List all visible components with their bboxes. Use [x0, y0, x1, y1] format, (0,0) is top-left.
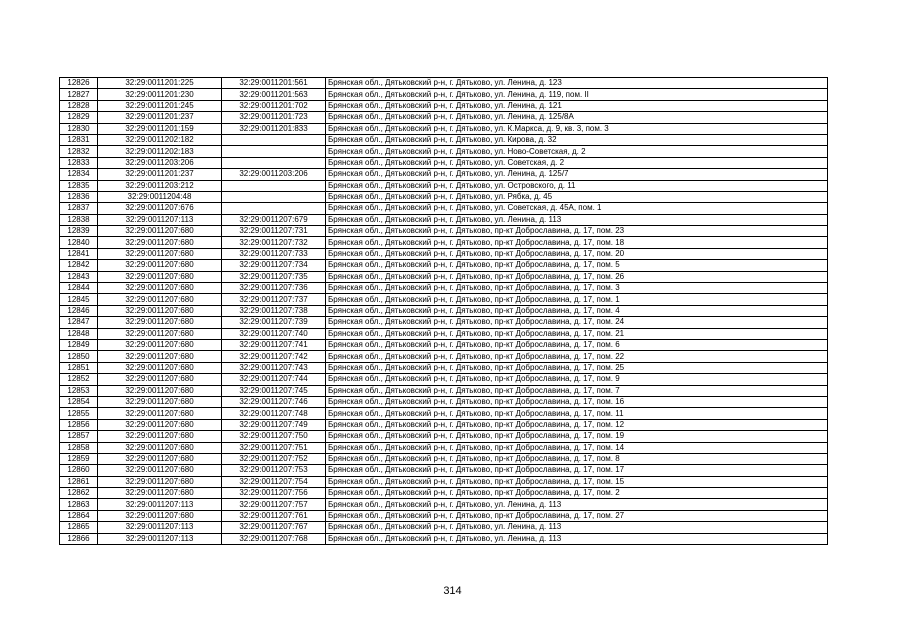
parent-cadastral-number-cell: 32:29:0011207:680	[98, 453, 222, 464]
row-number-cell: 12859	[60, 453, 98, 464]
cadastral-number-cell: 32:29:0011207:744	[222, 374, 326, 385]
table-row	[60, 78, 828, 89]
row-number-cell: 12842	[60, 260, 98, 271]
parent-cadastral-number-cell: 32:29:0011207:680	[98, 465, 222, 476]
parent-cadastral-number-cell: 32:29:0011207:680	[98, 351, 222, 362]
cadastral-number-cell: 32:29:0011207:739	[222, 317, 326, 328]
table-row	[60, 510, 828, 521]
table-row	[60, 431, 828, 442]
cadastral-number-cell: 32:29:0011207:751	[222, 442, 326, 453]
cadastral-number-cell: 32:29:0011207:735	[222, 271, 326, 282]
table-row	[60, 488, 828, 499]
address-cell: Брянская обл., Дятьковский р-н, г. Дятьково, пр-кт Доброславина, д. 17, пом. 9	[326, 374, 828, 385]
table-row	[60, 169, 828, 180]
address-cell: Брянская обл., Дятьковский р-н, г. Дятьково, ул. Ленина, д. 125/8А	[326, 112, 828, 123]
parent-cadastral-number-cell: 32:29:0011207:680	[98, 328, 222, 339]
cadastral-number-cell: 32:29:0011201:723	[222, 112, 326, 123]
row-number-cell: 12841	[60, 248, 98, 259]
cadastral-number-cell	[222, 146, 326, 157]
row-number-cell: 12861	[60, 476, 98, 487]
table-row	[60, 214, 828, 225]
cadastral-number-cell: 32:29:0011207:753	[222, 465, 326, 476]
address-cell: Брянская обл., Дятьковский р-н, г. Дятьково, пр-кт Доброславина, д. 17, пом. 11	[326, 408, 828, 419]
table-row	[60, 146, 828, 157]
address-cell: Брянская обл., Дятьковский р-н, г. Дятьково, пр-кт Доброславина, д. 17, пом. 1	[326, 294, 828, 305]
address-cell: Брянская обл., Дятьковский р-н, г. Дятьково, пр-кт Доброславина, д. 17, пом. 4	[326, 305, 828, 316]
address-cell: Брянская обл., Дятьковский р-н, г. Дятьково, пр-кт Доброславина, д. 17, пом. 14	[326, 442, 828, 453]
parent-cadastral-number-cell: 32:29:0011204:48	[98, 191, 222, 202]
parent-cadastral-number-cell: 32:29:0011207:680	[98, 237, 222, 248]
address-cell: Брянская обл., Дятьковский р-н, г. Дятьково, пр-кт Доброславина, д. 17, пом. 2	[326, 488, 828, 499]
cadastral-number-cell: 32:29:0011207:761	[222, 510, 326, 521]
row-number-cell: 12862	[60, 488, 98, 499]
parent-cadastral-number-cell: 32:29:0011201:225	[98, 78, 222, 89]
cadastral-number-cell	[222, 157, 326, 168]
table-row	[60, 191, 828, 202]
parent-cadastral-number-cell: 32:29:0011202:182	[98, 134, 222, 145]
table-row	[60, 203, 828, 214]
parent-cadastral-number-cell: 32:29:0011207:680	[98, 339, 222, 350]
row-number-cell: 12866	[60, 533, 98, 544]
parent-cadastral-number-cell: 32:29:0011207:680	[98, 442, 222, 453]
table-row	[60, 396, 828, 407]
cadastral-number-cell: 32:29:0011207:741	[222, 339, 326, 350]
parent-cadastral-number-cell: 32:29:0011201:230	[98, 89, 222, 100]
table-row	[60, 476, 828, 487]
row-number-cell: 12857	[60, 431, 98, 442]
address-cell: Брянская обл., Дятьковский р-н, г. Дятьково, пр-кт Доброславина, д. 17, пом. 7	[326, 385, 828, 396]
cadastral-number-cell: 32:29:0011207:734	[222, 260, 326, 271]
address-cell: Брянская обл., Дятьковский р-н, г. Дятьково, ул. Кирова, д. 32	[326, 134, 828, 145]
row-number-cell: 12864	[60, 510, 98, 521]
cadastral-number-cell: 32:29:0011201:563	[222, 89, 326, 100]
row-number-cell: 12853	[60, 385, 98, 396]
table-row	[60, 465, 828, 476]
table-row	[60, 271, 828, 282]
cadastral-number-cell: 32:29:0011207:743	[222, 362, 326, 373]
row-number-cell: 12843	[60, 271, 98, 282]
parent-cadastral-number-cell: 32:29:0011207:680	[98, 396, 222, 407]
row-number-cell: 12845	[60, 294, 98, 305]
table-row	[60, 339, 828, 350]
parent-cadastral-number-cell: 32:29:0011207:680	[98, 476, 222, 487]
table-row	[60, 157, 828, 168]
address-cell: Брянская обл., Дятьковский р-н, г. Дятьково, пр-кт Доброславина, д. 17, пом. 12	[326, 419, 828, 430]
parent-cadastral-number-cell: 32:29:0011201:245	[98, 100, 222, 111]
cadastral-number-cell: 32:29:0011207:757	[222, 499, 326, 510]
address-cell: Брянская обл., Дятьковский р-н, г. Дятьково, ул. Ленина, д. 113	[326, 522, 828, 533]
parent-cadastral-number-cell: 32:29:0011207:680	[98, 317, 222, 328]
address-cell: Брянская обл., Дятьковский р-н, г. Дятьково, пр-кт Доброславина, д. 17, пом. 6	[326, 339, 828, 350]
cadastral-number-cell: 32:29:0011207:737	[222, 294, 326, 305]
row-number-cell: 12837	[60, 203, 98, 214]
row-number-cell: 12856	[60, 419, 98, 430]
address-cell: Брянская обл., Дятьковский р-н, г. Дятьково, пр-кт Доброславина, д. 17, пом. 27	[326, 510, 828, 521]
address-cell: Брянская обл., Дятьковский р-н, г. Дятьково, ул. Ленина, д. 123	[326, 78, 828, 89]
cadastral-number-cell: 32:29:0011207:754	[222, 476, 326, 487]
address-cell: Брянская обл., Дятьковский р-н, г. Дятьково, ул. К.Маркса, д. 9, кв. 3, пом. 3	[326, 123, 828, 134]
row-number-cell: 12849	[60, 339, 98, 350]
table-row	[60, 180, 828, 191]
row-number-cell: 12829	[60, 112, 98, 123]
parent-cadastral-number-cell: 32:29:0011207:113	[98, 522, 222, 533]
cadastral-number-cell: 32:29:0011207:768	[222, 533, 326, 544]
cadastral-number-cell: 32:29:0011207:752	[222, 453, 326, 464]
cadastral-number-cell: 32:29:0011207:756	[222, 488, 326, 499]
cadastral-number-cell: 32:29:0011207:745	[222, 385, 326, 396]
address-cell: Брянская обл., Дятьковский р-н, г. Дятьково, пр-кт Доброславина, д. 17, пом. 20	[326, 248, 828, 259]
registry-table	[59, 77, 828, 545]
address-cell: Брянская обл., Дятьковский р-н, г. Дятьково, ул. Рябка, д. 45	[326, 191, 828, 202]
parent-cadastral-number-cell: 32:29:0011202:183	[98, 146, 222, 157]
row-number-cell: 12833	[60, 157, 98, 168]
table-row	[60, 419, 828, 430]
address-cell: Брянская обл., Дятьковский р-н, г. Дятьково, пр-кт Доброславина, д. 17, пом. 18	[326, 237, 828, 248]
row-number-cell: 12844	[60, 283, 98, 294]
address-cell: Брянская обл., Дятьковский р-н, г. Дятьково, пр-кт Доброславина, д. 17, пом. 19	[326, 431, 828, 442]
row-number-cell: 12865	[60, 522, 98, 533]
row-number-cell: 12834	[60, 169, 98, 180]
address-cell: Брянская обл., Дятьковский р-н, г. Дятьково, ул. Ленина, д. 121	[326, 100, 828, 111]
table-row	[60, 533, 828, 544]
row-number-cell: 12850	[60, 351, 98, 362]
row-number-cell: 12832	[60, 146, 98, 157]
address-cell: Брянская обл., Дятьковский р-н, г. Дятьково, пр-кт Доброславина, д. 17, пом. 23	[326, 226, 828, 237]
parent-cadastral-number-cell: 32:29:0011201:237	[98, 112, 222, 123]
cadastral-number-cell: 32:29:0011201:561	[222, 78, 326, 89]
table-row	[60, 100, 828, 111]
address-cell: Брянская обл., Дятьковский р-н, г. Дятьково, пр-кт Доброславина, д. 17, пом. 15	[326, 476, 828, 487]
table-row	[60, 362, 828, 373]
row-number-cell: 12828	[60, 100, 98, 111]
parent-cadastral-number-cell: 32:29:0011207:113	[98, 533, 222, 544]
address-cell: Брянская обл., Дятьковский р-н, г. Дятьково, пр-кт Доброславина, д. 17, пом. 16	[326, 396, 828, 407]
row-number-cell: 12846	[60, 305, 98, 316]
address-cell: Брянская обл., Дятьковский р-н, г. Дятьково, пр-кт Доброславина, д. 17, пом. 8	[326, 453, 828, 464]
table-row	[60, 237, 828, 248]
row-number-cell: 12851	[60, 362, 98, 373]
table-row	[60, 351, 828, 362]
table-row	[60, 328, 828, 339]
cadastral-number-cell: 32:29:0011207:746	[222, 396, 326, 407]
table-row	[60, 385, 828, 396]
row-number-cell: 12863	[60, 499, 98, 510]
table-row	[60, 453, 828, 464]
cadastral-number-cell: 32:29:0011201:702	[222, 100, 326, 111]
address-cell: Брянская обл., Дятьковский р-н, г. Дятьково, пр-кт Доброславина, д. 17, пом. 25	[326, 362, 828, 373]
address-cell: Брянская обл., Дятьковский р-н, г. Дятьково, ул. Ново-Советская, д. 2	[326, 146, 828, 157]
cadastral-number-cell: 32:29:0011207:748	[222, 408, 326, 419]
parent-cadastral-number-cell: 32:29:0011207:680	[98, 294, 222, 305]
row-number-cell: 12826	[60, 78, 98, 89]
cadastral-number-cell	[222, 203, 326, 214]
row-number-cell: 12830	[60, 123, 98, 134]
address-cell: Брянская обл., Дятьковский р-н, г. Дятьково, пр-кт Доброславина, д. 17, пом. 3	[326, 283, 828, 294]
parent-cadastral-number-cell: 32:29:0011207:680	[98, 431, 222, 442]
cadastral-number-cell: 32:29:0011201:833	[222, 123, 326, 134]
parent-cadastral-number-cell: 32:29:0011207:680	[98, 419, 222, 430]
parent-cadastral-number-cell: 32:29:0011207:680	[98, 271, 222, 282]
parent-cadastral-number-cell: 32:29:0011203:206	[98, 157, 222, 168]
parent-cadastral-number-cell: 32:29:0011207:680	[98, 248, 222, 259]
parent-cadastral-number-cell: 32:29:0011207:680	[98, 283, 222, 294]
parent-cadastral-number-cell: 32:29:0011207:680	[98, 226, 222, 237]
row-number-cell: 12847	[60, 317, 98, 328]
address-cell: Брянская обл., Дятьковский р-н, г. Дятьково, ул. Советская, д. 45А, пом. 1	[326, 203, 828, 214]
table-row	[60, 522, 828, 533]
cadastral-number-cell: 32:29:0011207:733	[222, 248, 326, 259]
table-row	[60, 283, 828, 294]
parent-cadastral-number-cell: 32:29:0011201:237	[98, 169, 222, 180]
address-cell: Брянская обл., Дятьковский р-н, г. Дятьково, пр-кт Доброславина, д. 17, пом. 21	[326, 328, 828, 339]
table-row	[60, 123, 828, 134]
parent-cadastral-number-cell: 32:29:0011207:113	[98, 499, 222, 510]
parent-cadastral-number-cell: 32:29:0011207:680	[98, 408, 222, 419]
cadastral-number-cell: 32:29:0011207:742	[222, 351, 326, 362]
address-cell: Брянская обл., Дятьковский р-н, г. Дятьково, пр-кт Доброславина, д. 17, пом. 17	[326, 465, 828, 476]
cadastral-number-cell: 32:29:0011207:679	[222, 214, 326, 225]
address-cell: Брянская обл., Дятьковский р-н, г. Дятьково, ул. Ленина, д. 119, пом. II	[326, 89, 828, 100]
parent-cadastral-number-cell: 32:29:0011201:159	[98, 123, 222, 134]
table-row	[60, 499, 828, 510]
cadastral-number-cell: 32:29:0011207:738	[222, 305, 326, 316]
row-number-cell: 12835	[60, 180, 98, 191]
address-cell: Брянская обл., Дятьковский р-н, г. Дятьково, пр-кт Доброславина, д. 17, пом. 22	[326, 351, 828, 362]
address-cell: Брянская обл., Дятьковский р-н, г. Дятьково, ул. Островского, д. 11	[326, 180, 828, 191]
parent-cadastral-number-cell: 32:29:0011207:680	[98, 374, 222, 385]
row-number-cell: 12827	[60, 89, 98, 100]
table-row	[60, 134, 828, 145]
cadastral-number-cell: 32:29:0011207:736	[222, 283, 326, 294]
address-cell: Брянская обл., Дятьковский р-н, г. Дятьково, ул. Ленина, д. 125/7	[326, 169, 828, 180]
address-cell: Брянская обл., Дятьковский р-н, г. Дятьково, пр-кт Доброславина, д. 17, пом. 5	[326, 260, 828, 271]
row-number-cell: 12855	[60, 408, 98, 419]
row-number-cell: 12860	[60, 465, 98, 476]
table-row	[60, 260, 828, 271]
parent-cadastral-number-cell: 32:29:0011207:680	[98, 488, 222, 499]
address-cell: Брянская обл., Дятьковский р-н, г. Дятьково, ул. Ленина, д. 113	[326, 499, 828, 510]
parent-cadastral-number-cell: 32:29:0011203:212	[98, 180, 222, 191]
address-cell: Брянская обл., Дятьковский р-н, г. Дятьково, пр-кт Доброславина, д. 17, пом. 26	[326, 271, 828, 282]
registry-table-body	[60, 78, 828, 545]
cadastral-number-cell: 32:29:0011207:767	[222, 522, 326, 533]
address-cell: Брянская обл., Дятьковский р-н, г. Дятьково, ул. Ленина, д. 113	[326, 214, 828, 225]
row-number-cell: 12840	[60, 237, 98, 248]
cadastral-number-cell	[222, 134, 326, 145]
parent-cadastral-number-cell: 32:29:0011207:680	[98, 305, 222, 316]
cadastral-number-cell	[222, 191, 326, 202]
parent-cadastral-number-cell: 32:29:0011207:680	[98, 260, 222, 271]
cadastral-number-cell: 32:29:0011203:206	[222, 169, 326, 180]
row-number-cell: 12854	[60, 396, 98, 407]
cadastral-number-cell: 32:29:0011207:731	[222, 226, 326, 237]
row-number-cell: 12836	[60, 191, 98, 202]
row-number-cell: 12838	[60, 214, 98, 225]
table-row	[60, 408, 828, 419]
parent-cadastral-number-cell: 32:29:0011207:113	[98, 214, 222, 225]
row-number-cell: 12839	[60, 226, 98, 237]
address-cell: Брянская обл., Дятьковский р-н, г. Дятьково, ул. Ленина, д. 113	[326, 533, 828, 544]
cadastral-number-cell: 32:29:0011207:740	[222, 328, 326, 339]
parent-cadastral-number-cell: 32:29:0011207:676	[98, 203, 222, 214]
table-row	[60, 294, 828, 305]
table-row	[60, 248, 828, 259]
table-row	[60, 89, 828, 100]
row-number-cell: 12858	[60, 442, 98, 453]
address-cell: Брянская обл., Дятьковский р-н, г. Дятьково, ул. Советская, д. 2	[326, 157, 828, 168]
row-number-cell: 12848	[60, 328, 98, 339]
row-number-cell: 12852	[60, 374, 98, 385]
cadastral-number-cell	[222, 180, 326, 191]
parent-cadastral-number-cell: 32:29:0011207:680	[98, 385, 222, 396]
parent-cadastral-number-cell: 32:29:0011207:680	[98, 362, 222, 373]
cadastral-number-cell: 32:29:0011207:749	[222, 419, 326, 430]
table-row	[60, 317, 828, 328]
parent-cadastral-number-cell: 32:29:0011207:680	[98, 510, 222, 521]
table-row	[60, 442, 828, 453]
address-cell: Брянская обл., Дятьковский р-н, г. Дятьково, пр-кт Доброславина, д. 17, пом. 24	[326, 317, 828, 328]
cadastral-number-cell: 32:29:0011207:750	[222, 431, 326, 442]
cadastral-number-cell: 32:29:0011207:732	[222, 237, 326, 248]
table-row	[60, 305, 828, 316]
table-row	[60, 374, 828, 385]
table-row	[60, 226, 828, 237]
table-row	[60, 112, 828, 123]
page-number: 314	[443, 585, 462, 597]
row-number-cell: 12831	[60, 134, 98, 145]
